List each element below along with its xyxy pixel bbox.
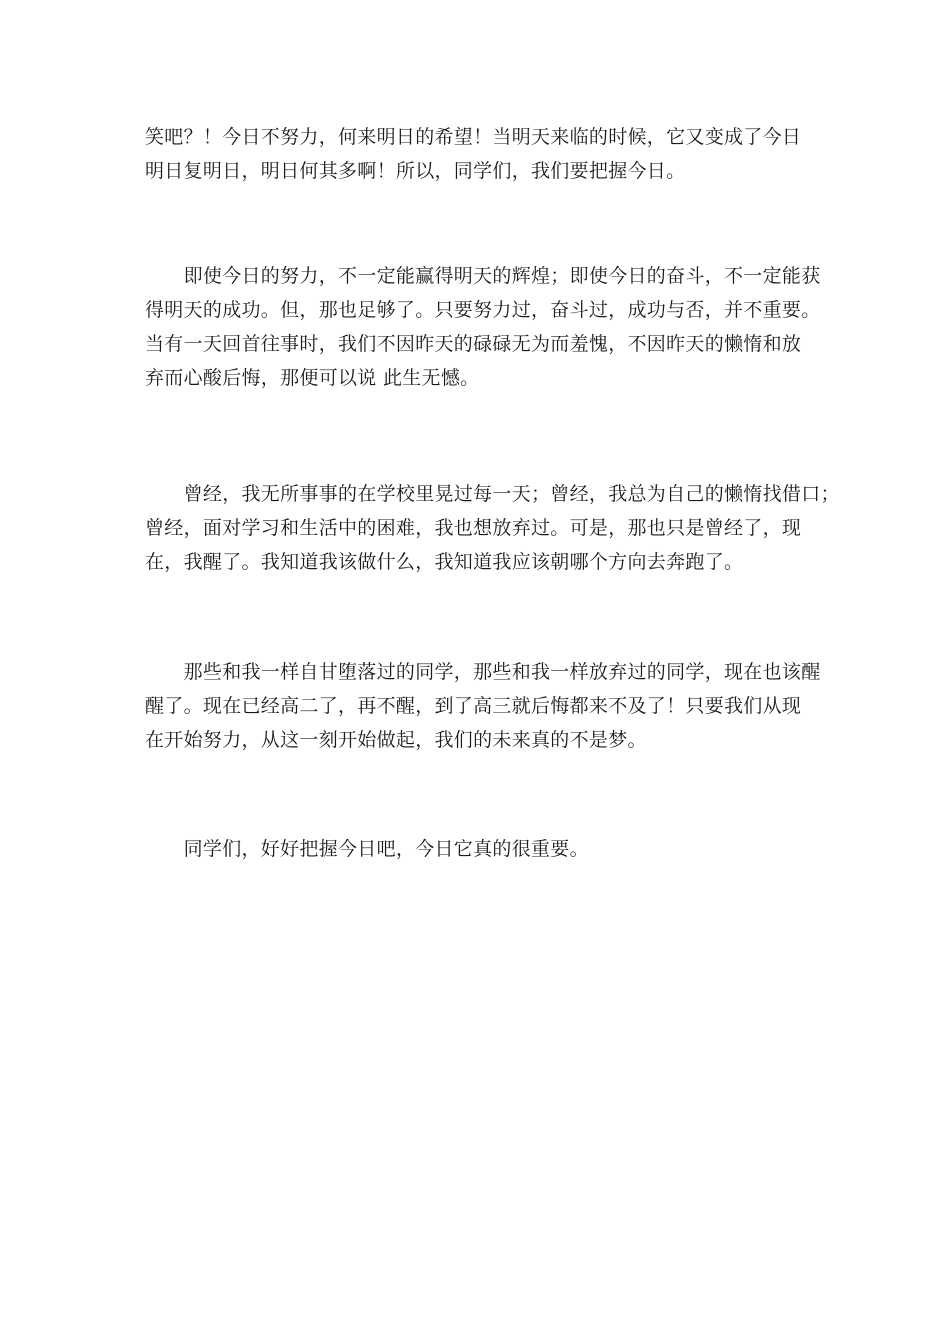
paragraph-line: 弃而心酸后悔，那便可以说 此生无憾。 — [145, 367, 480, 389]
paragraph-line: 即使今日的努力，不一定能赢得明天的辉煌；即使今日的奋斗，不一定能获 — [145, 265, 821, 287]
paragraph-line: 在，我醒了。我知道我该做什么，我知道我应该朝哪个方向去奔跑了。 — [145, 551, 744, 573]
paragraph-line: 笑吧？！今日不努力，何来明日的希望！当明天来临的时候，它又变成了今日 — [145, 126, 802, 148]
paragraph-line: 在开始努力，从这一刻开始做起，我们的未来真的不是梦。 — [145, 729, 647, 751]
paragraph-3 — [145, 477, 840, 579]
paragraph-2 — [145, 259, 821, 395]
paragraph-line: 曾经，我无所事事的在学校里晃过每一天；曾经，我总为自己的懒惰找借口； — [145, 483, 840, 505]
paragraph-1 — [145, 120, 815, 188]
paragraph-5 — [145, 832, 815, 866]
paragraph-line: 同学们，好好把握今日吧，今日它真的很重要。 — [145, 838, 589, 860]
paragraph-line: 得明天的成功。但，那也足够了。只要努力过，奋斗过，成功与否，并不重要。 — [145, 299, 821, 321]
paragraph-4 — [145, 655, 821, 757]
paragraph-line: 明日复明日，明日何其多啊！所以，同学们，我们要把握今日。 — [145, 160, 686, 182]
paragraph-line: 醒了。现在已经高二了，再不醒，到了高三就后悔都来不及了！只要我们从现 — [145, 695, 802, 717]
paragraph-line: 曾经，面对学习和生活中的困难，我也想放弃过。可是，那也只是曾经了，现 — [145, 517, 802, 539]
paragraph-line: 那些和我一样自甘堕落过的同学，那些和我一样放弃过的同学，现在也该醒 — [145, 661, 821, 683]
paragraph-line: 当有一天回首往事时，我们不因昨天的碌碌无为而羞愧，不因昨天的懒惰和放 — [145, 333, 802, 355]
